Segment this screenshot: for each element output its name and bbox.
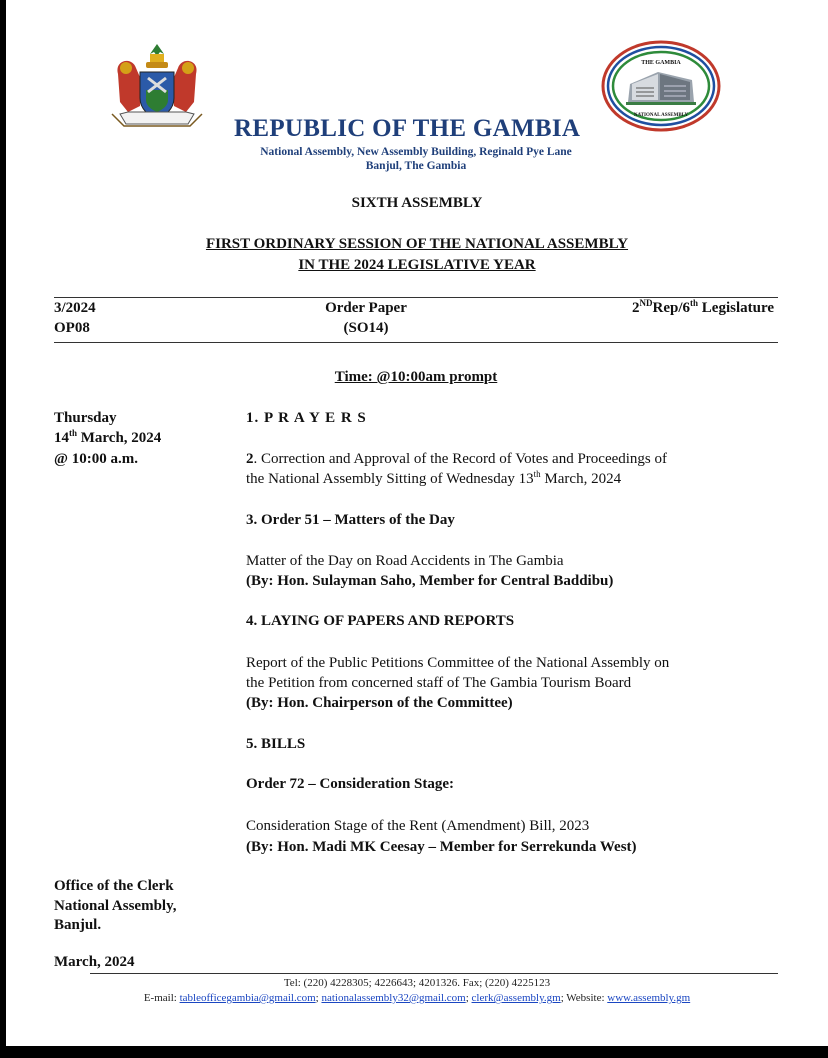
session-heading-line-1: FIRST ORDINARY SESSION OF THE NATIONAL ASSEMBLY [205,236,629,252]
sitting-time: Time: @10:00am prompt [334,369,498,385]
item-4-heading: 4. LAYING OF PAPERS AND REPORTS [246,613,515,629]
item-3-heading: 3. Order 51 – Matters of the Day [246,512,455,528]
footer-contact: E-mail: tableofficegambia@gmail.com; nationalassembly32@gmail.com; clerk@assembly.gm; Website: www.assembly.gm [143,992,691,1004]
paper-number: 3/2024 [54,300,96,316]
sitting-clock-time: @ 10:00 a.m. [54,451,138,467]
item-4-sponsor: (By: Hon. Chairperson of the Committee) [246,695,513,711]
address-line-2: Banjul, The Gambia [365,160,467,172]
paper-title: Order Paper [325,300,407,316]
signoff-line-3: Banjul. [54,917,102,933]
item-2-line-1: 2. Correction and Approval of the Record of Votes and Proceedings of [246,451,668,467]
seal-bottom-text: NATIONAL ASSEMBLY [633,113,689,118]
item-5-text: Consideration Stage of the Rent (Amendment) Bill, 2023 [246,818,590,834]
footer-rule [90,973,778,974]
item-3-sponsor: (By: Hon. Sulayman Saho, Member for Central Baddibu) [246,573,614,589]
document-page [6,0,828,1046]
item-4-line-2: the Petition from concerned staff of The Gambia Tourism Board [246,675,632,691]
sitting-day: Thursday [54,410,117,426]
session-heading-line-2: IN THE 2024 LEGISLATIVE YEAR [298,257,536,273]
country-title: REPUBLIC OF THE GAMBIA [234,115,581,142]
address-line-1: National Assembly, New Assembly Building, Reginald Pye Lane [260,146,572,158]
coat-of-arms-logo [106,42,208,134]
legislature-label: 2NDRep/6th Legislature [632,298,774,316]
meta-bottom-rule [54,342,778,343]
standing-order: (SO14) [343,320,389,336]
paper-code: OP08 [54,320,90,336]
email-link-tableoffice[interactable]: tableofficegambia@gmail.com [179,992,316,1004]
seal-top-text: THE GAMBIA [641,60,681,66]
footer-phone: Tel: (220) 4228305; 4226643; 4201326. Fax; (220) 4225123 [283,977,551,989]
website-link[interactable]: www.assembly.gm [607,992,691,1004]
email-link-nationalassembly[interactable]: nationalassembly32@gmail.com [321,992,466,1004]
item-5-sponsor: (By: Hon. Madi MK Ceesay – Member for Serrekunda West) [246,839,637,855]
item-3-text: Matter of the Day on Road Accidents in The Gambia [246,553,564,569]
assembly-heading: SIXTH ASSEMBLY [351,195,483,211]
item-2-line-2: the National Assembly Sitting of Wednesday 13th March, 2024 [246,469,622,487]
item-5-subheading: Order 72 – Consideration Stage: [246,776,455,792]
item-5-heading: 5. BILLS [246,736,306,752]
item-prayers: 1. P R A Y E R S [246,410,367,426]
sitting-date: 14th March, 2024 [54,428,162,446]
signoff-date: March, 2024 [54,954,135,970]
signoff-line-2: National Assembly, [54,898,177,914]
item-4-line-1: Report of the Public Petitions Committee of the National Assembly on [246,655,670,671]
national-assembly-seal [600,40,722,132]
meta-top-rule [54,297,778,298]
signoff-line-1: Office of the Clerk [54,878,174,894]
email-link-clerk[interactable]: clerk@assembly.gm [471,992,561,1004]
